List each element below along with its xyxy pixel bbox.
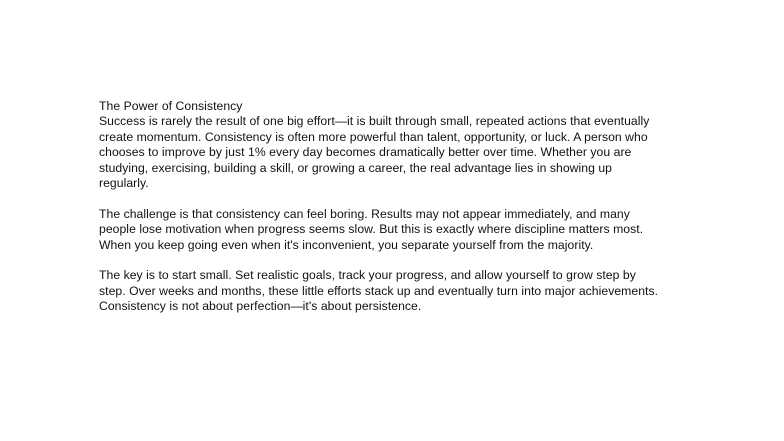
paragraph-3: The key is to start small. Set realistic goals, track your progress, and allow yourself to grow step by step. Over weeks and months, these little efforts stack up and eventually turn into major achievements. Consistency is not about perfection—it's about persistence. bbox=[99, 268, 659, 314]
paragraph-spacer bbox=[99, 191, 699, 206]
document-title: The Power of Consistency bbox=[99, 99, 243, 113]
paragraph-2: The challenge is that consistency can feel boring. Results may not appear immediately, and many people lose motivation when progress seems slow. But this is exactly where discipline matters most. When you keep going even when it's inconvenient, you separate yourself from the majority. bbox=[99, 206, 644, 252]
paragraph-1: Success is rarely the result of one big effort—it is built through small, repeated actions that eventually create momentum. Consistency is often more powerful than talent, opportunity, or luck. A person who chooses to improve by just 1% every day becomes dramatically better over time. Whether you are studying, exercising, building a skill, or growing a career, the real advantage lies in showing up regularly. bbox=[99, 114, 650, 191]
paragraph-spacer bbox=[99, 253, 699, 268]
document-body bbox=[99, 99, 699, 315]
